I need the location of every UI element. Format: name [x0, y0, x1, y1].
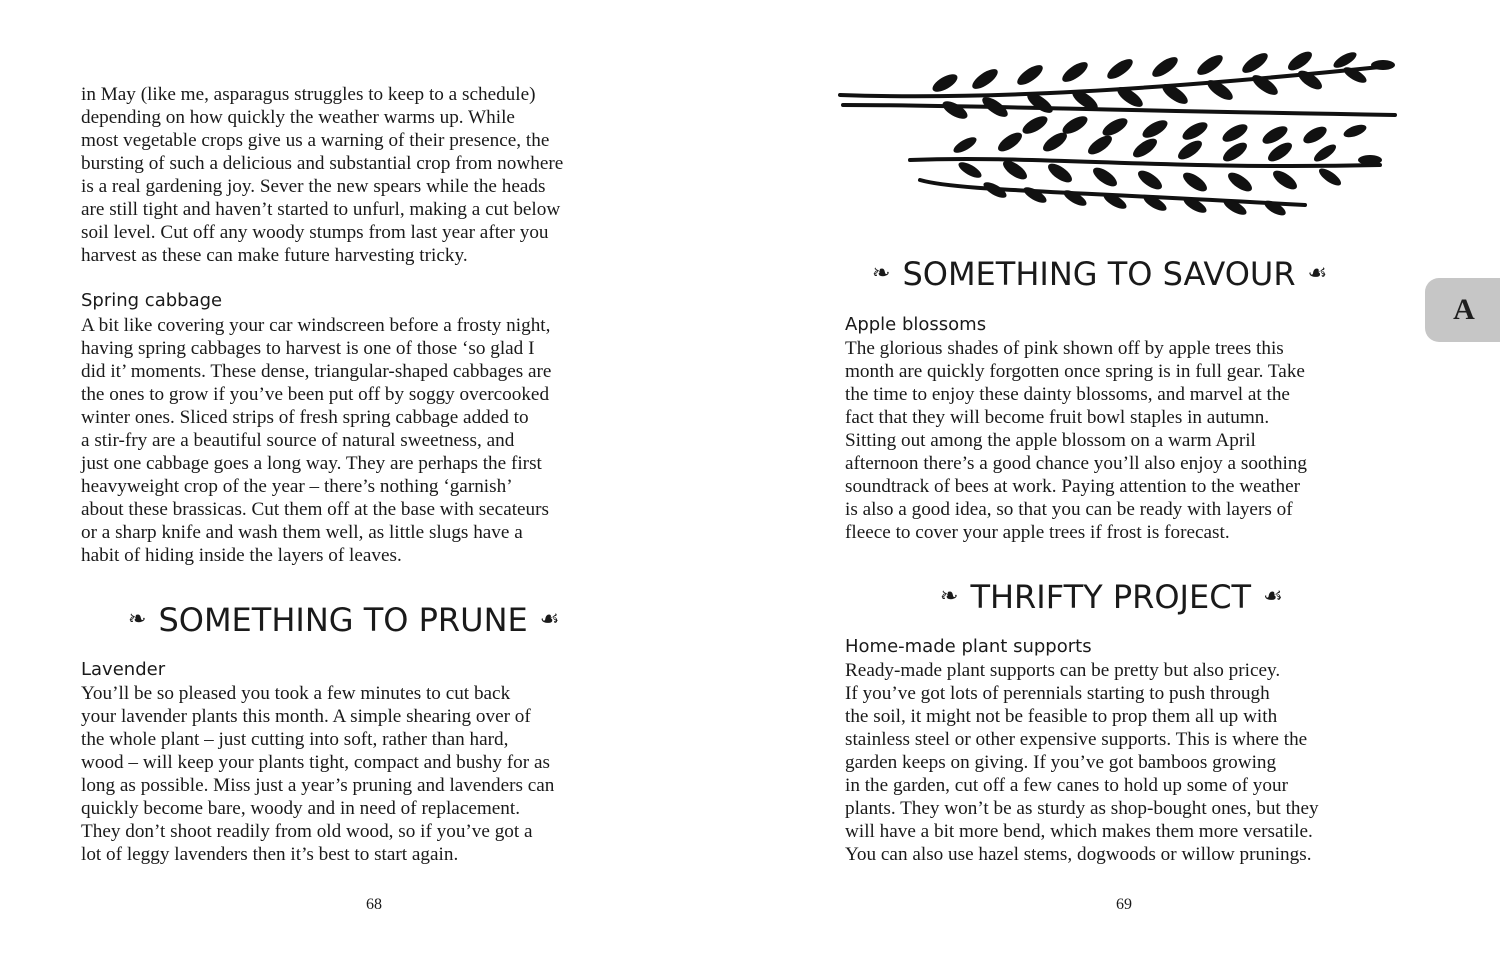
flourish-left-icon: ❧	[872, 261, 891, 286]
section-title: SOMETHING TO SAVOUR	[902, 255, 1296, 293]
thumb-tab-letter: A	[1453, 293, 1475, 326]
flourish-left-icon: ❧	[940, 584, 959, 609]
thrifty-project-heading	[940, 578, 1283, 616]
flourish-right-icon: ☙	[1307, 261, 1328, 286]
spring-cabbage-body: A bit like covering your car windscreen before a frosty night, having spring cabbages to harvest is one of those ‘so glad I did it’ moments. These dense, triangular-shaped cabbages are the ones to grow if you’ve been put off by soggy overcooked winter ones. Sliced strips of fresh spring cabbage added to a stir-fry are a beautiful source of natural sweetness, and just one cabbage goes a long way. They are perhaps the first heavyweight crop of the year – there’s nothing ‘garnish’ about these brassicas. Cut them off at the base with secateurs or a sharp knife and wash them well, as little slugs have a habit of hiding inside the layers of leaves.	[81, 315, 552, 566]
lavender-sprigs-illustration	[835, 45, 1400, 230]
alphabet-thumb-tab[interactable]	[1425, 278, 1500, 342]
flourish-left-icon: ❧	[128, 607, 147, 632]
section-title: SOMETHING TO PRUNE	[158, 601, 528, 639]
section-title: THRIFTY PROJECT	[970, 578, 1252, 616]
flourish-right-icon: ☙	[539, 607, 560, 632]
lavender-body: You’ll be so pleased you took a few minutes to cut back your lavender plants this month. A simple shearing over of the whole plant – just cutting into soft, rather than hard, wood – will keep your plants tight, compact and bushy for as long as possible. Miss just a year’s pruning and lavenders can quickly become bare, woody and in need of replacement. They don’t shoot readily from old wood, so if you’ve got a lot of leggy lavenders then it’s best to start again.	[81, 683, 555, 865]
something-to-savour-heading	[872, 255, 1327, 293]
apple-blossoms-body: The glorious shades of pink shown off by apple trees this month are quickly forgotten once spring is in full gear. Take the time to enjoy these dainty blossoms, and marvel at the fact that they will become fruit bowl staples in autumn. Sitting out among the apple blossom on a warm April afternoon there’s a good chance you’ll also enjoy a soothing soundtrack of bees at work. Paying attention to the weather is also a good idea, so that you can be ready with layers of fleece to cover your apple trees if frost is forecast.	[845, 338, 1307, 543]
intro-paragraph: in May (like me, asparagus struggles to keep to a schedule) depending on how quickly the weather warms up. While most vegetable crops give us a warning of their presence, the bursting of such a delicious and substantial crop from nowhere is a real gardening joy. Sever the new spears while the heads are still tight and haven’t started to unfurl, making a cut below soil level. Cut off any woody stumps from last year after you harvest as these can make future harvesting tricky.	[81, 84, 564, 266]
spring-cabbage-heading: Spring cabbage	[81, 290, 223, 311]
something-to-prune-heading	[128, 601, 559, 639]
page-number-right: 69	[1116, 896, 1132, 913]
lavender-heading: Lavender	[81, 659, 166, 680]
flourish-right-icon: ☙	[1263, 584, 1283, 609]
apple-blossoms-heading: Apple blossoms	[845, 314, 987, 335]
plant-supports-heading: Home-made plant supports	[845, 636, 1092, 657]
page-number-left: 68	[366, 896, 382, 913]
plant-supports-body: Ready-made plant supports can be pretty but also pricey. If you’ve got lots of perennials starting to push through the soil, it might not be feasible to prop them all up with stainless steel or other expensive supports. This is where the garden keeps on giving. If you’ve got bamboos growing in the garden, cut off a few canes to hold up some of your plants. They won’t be as sturdy as shop-bought ones, but they will have a bit more bend, which makes them more versatile. You can also use hazel stems, dogwoods or willow prunings.	[845, 660, 1319, 865]
